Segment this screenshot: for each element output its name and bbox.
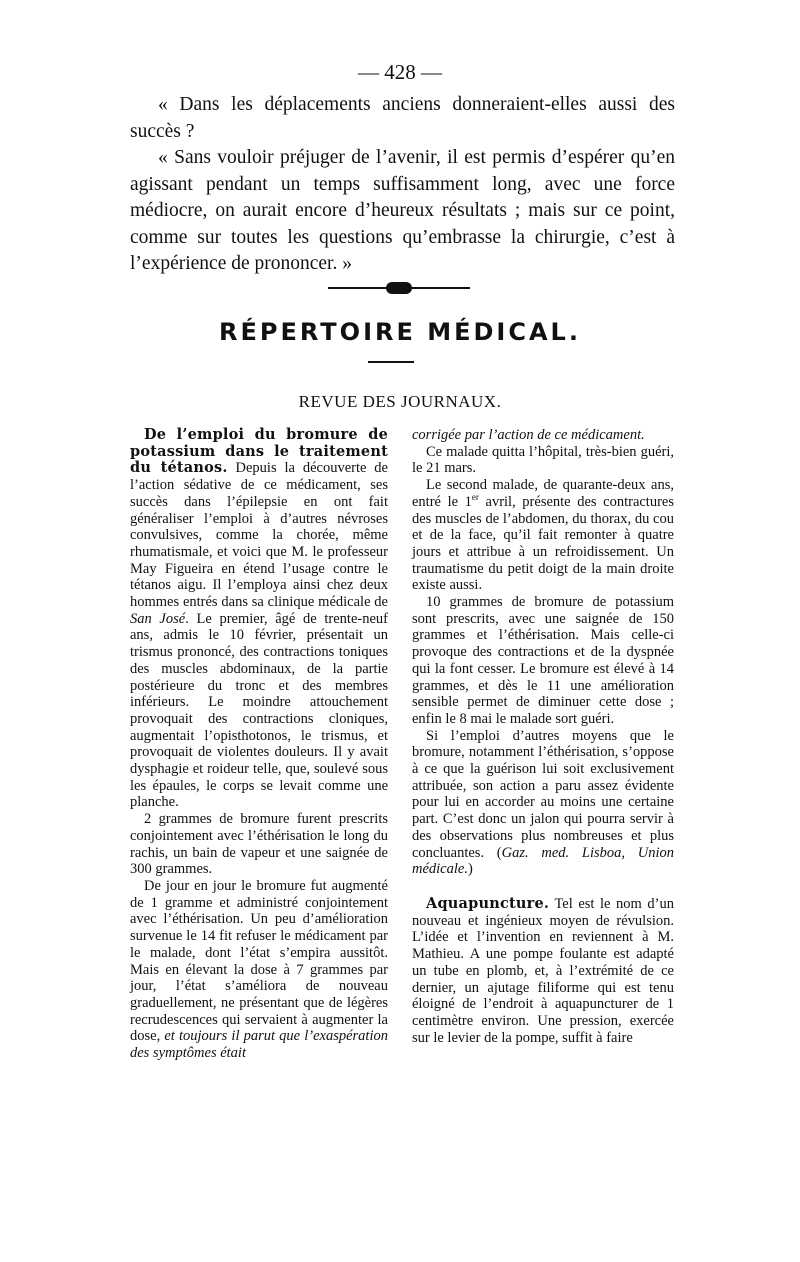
right-column [412,427,674,1046]
intro-paragraph: « Dans les déplacements anciens donneraient-elles aussi des succès ? [130,94,675,142]
ornament-divider [328,282,470,294]
article-heading: De l’emploi du bromure de potassium dans le traitement du tétanos. [130,426,388,477]
source-citation: Gaz. med. Lisboa, Union médicale. [412,844,674,878]
article-paragraph: Le second malade, de quarante-deux ans, entré le 1er avril, présente des contractures des muscles de l’abdomen, du thorax, du cou et de la face, qu’il fait remonter à quatre jours et attribue à un refroidissement. Un traumatisme du petit doigt de la main droite existe aussi. [412,477,674,594]
subsection-title: REVUE DES JOURNAUX. [298,392,502,411]
article-paragraph: 2 grammes de bromure furent prescrits conjointement avec l’éthérisation le long du rachis, un bain de vapeur et une saignée de 300 grammes. [130,811,388,878]
article-paragraph: 10 grammes de bromure de potassium sont prescrits, avec une saignée de 150 grammes et l’éthérisation. Mais celle-ci provoque des contractions et de la dyspnée qui la font cesser. Le bromure est élevé à 14 grammes, et dès le 11 une amélioration sensible permet de diminuer cette dose ; enfin le 8 mai le malade sort guéri. [412,594,674,727]
title-rule [368,361,414,363]
article-paragraph: De jour en jour le bromure fut augmenté de 1 gramme et administré conjointement avec l’éthérisation. Un peu d’amélioration survenue le 14 fit refuser le médicament par le malade, dont l’état s’empira aussitôt. Mais en élevant la dose à 7 grammes par jour, l’état s’améliora de nouveau graduellement, ne présentant que de légères recrudescences qui servaient à augmenter la dose, et toujours il parut que l’exaspération des symptômes était [130,877,388,1062]
article-paragraph: corrigée par l’action de ce médicament. [412,427,645,443]
intro-quote [130,92,675,278]
article-paragraph: De l’emploi du bromure de potassium dans le traitement du tétanos. Depuis la découverte de l’action sédative de ce médicament, ses succès dans l’épilepsie en ont fait généraliser l’emploi à d’autres névroses convulsives, comme la chorée, même rhumatismale, et voici que M. le professeur May Figueira en étend l’usage contre le tétanos aigu. Il l’employa ainsi chez deux hommes entrés dans sa clinique médicale de San José. Le premier, âgé de trente-neuf ans, admis le 10 février, présentait un trismus prononcé, des contractions toniques des muscles abdominaux, de la partie postérieure du tronc et des membres inférieurs. Le moindre attouchement provoquait des contractions cloniques, augmentait l’opisthotonos, le trismus, et provoquait de violentes douleurs. Il y avait dysphagie et roideur telle, que, soulevé sous les épaules, le corps se levait comme une planche. [130,426,388,811]
article-paragraph: Si l’emploi d’autres moyens que le bromure, notamment l’éthérisation, s’oppose à ce que la guérison lui soit exclusivement attribuée, son action a paru assez évidente pour lui en accorder au moins une certaine part. C’est donc un jalon qui pourra servir à des observations plus nombreuses et plus concluantes. (Gaz. med. Lisboa, Union médicale.) [412,727,674,878]
article-paragraph: Aquapuncture. Tel est le nom d’un nouveau et ingénieux moyen de révulsion. L’idée et l’invention en reviennent à M. Mathieu. A une pompe foulante est adapté un tube en plomb, et, à l’extrémité de ce dernier, un ajutage filiforme qui est tenu éloigné de l’endroit à aquapuncturer de 1 centimètre environ. Une pression, exercée sur le levier de la pompe, suffit à faire [412,894,674,1046]
page-number: — 428 — [358,60,442,84]
intro-paragraph: « Sans vouloir préjuger de l’avenir, il est permis d’espérer qu’en agissant pendant un temps suffisamment long, avec une force médiocre, on aurait encore d’heureux résultats ; mais sur ce point, comme sur toutes les questions qu’embrasse la chirurgie, c’est à l’expérience de prononcer. » [130,147,675,274]
article-heading: Aquapuncture. [426,894,550,912]
place-name: San José [130,610,186,627]
article-paragraph: Ce malade quitta l’hôpital, très-bien guéri, le 21 mars. [412,443,674,477]
section-title: RÉPERTOIRE MÉDICAL. [219,318,581,346]
left-column [130,427,388,1062]
